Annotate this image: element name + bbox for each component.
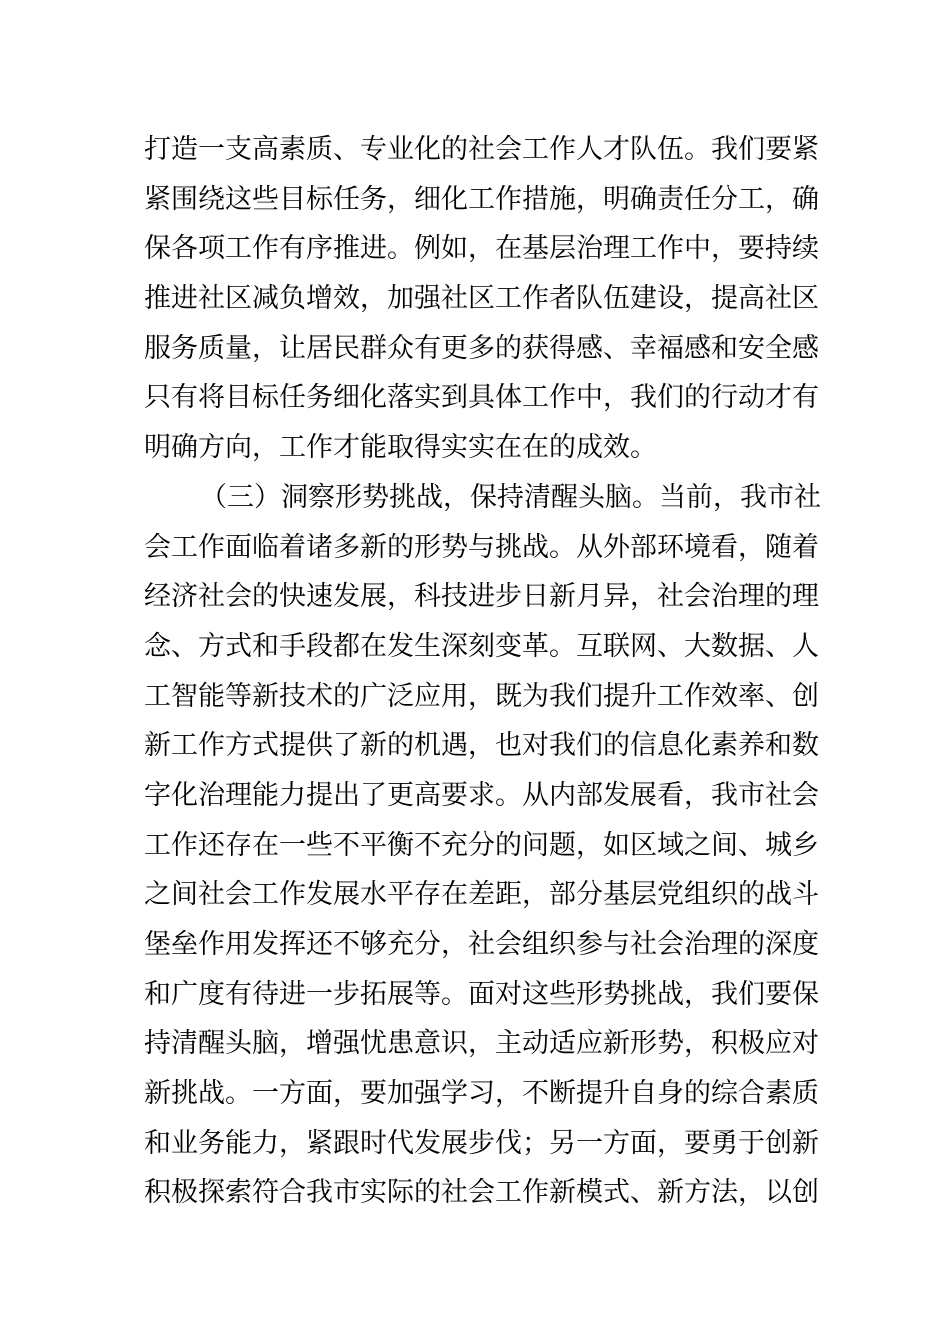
text-line: 推进社区减负增效，加强社区工作者队伍建设，提高社区	[144, 283, 819, 315]
text-line: 和业务能力，紧跟时代发展步伐；另一方面，要勇于创新	[144, 1127, 819, 1159]
text-line: 紧围绕这些目标任务，细化工作措施，明确责任分工，确	[144, 183, 819, 215]
text-line: 积极探索符合我市实际的社会工作新模式、新方法，以创	[144, 1177, 819, 1209]
text-line: 之间社会工作发展水平存在差距，部分基层党组织的战斗	[144, 879, 819, 911]
text-line: 只有将目标任务细化落实到具体工作中，我们的行动才有	[144, 382, 819, 414]
text-line: 新挑战。一方面，要加强学习，不断提升自身的综合素质	[144, 1078, 819, 1110]
text-line: 打造一支高素质、专业化的社会工作人才队伍。我们要紧	[144, 134, 819, 165]
text-line: 持清醒头脑，增强忧患意识，主动适应新形势，积极应对	[144, 1028, 819, 1060]
text-line: 经济社会的快速发展，科技进步日新月异，社会治理的理	[144, 581, 819, 613]
text-line: 明确方向，工作才能取得实实在在的成效。	[144, 432, 657, 464]
text-line: 字化治理能力提出了更高要求。从内部发展看，我市社会	[144, 779, 819, 811]
text-line: 保各项工作有序推进。例如，在基层治理工作中，要持续	[144, 233, 819, 265]
text-line: 会工作面临着诸多新的形势与挑战。从外部环境看，随着	[144, 531, 819, 563]
text-line: 念、方式和手段都在发生深刻变革。互联网、大数据、人	[144, 630, 819, 662]
text-line: 服务质量，让居民群众有更多的获得感、幸福感和安全感	[144, 332, 819, 364]
text-line: 和广度有待进一步拓展等。面对这些形势挑战，我们要保	[144, 978, 819, 1010]
text-line: 堡垒作用发挥还不够充分，社会组织参与社会治理的深度	[144, 929, 819, 960]
text-line: 工智能等新技术的广泛应用，既为我们提升工作效率、创	[144, 680, 819, 712]
document-body	[144, 125, 824, 1218]
text-line: 工作还存在一些不平衡不充分的问题，如区域之间、城乡	[144, 829, 819, 861]
section-heading-line: （三）洞察形势挑战，保持清醒头脑。当前，我市社	[200, 481, 821, 513]
text-line: 新工作方式提供了新的机遇，也对我们的信息化素养和数	[144, 730, 819, 762]
